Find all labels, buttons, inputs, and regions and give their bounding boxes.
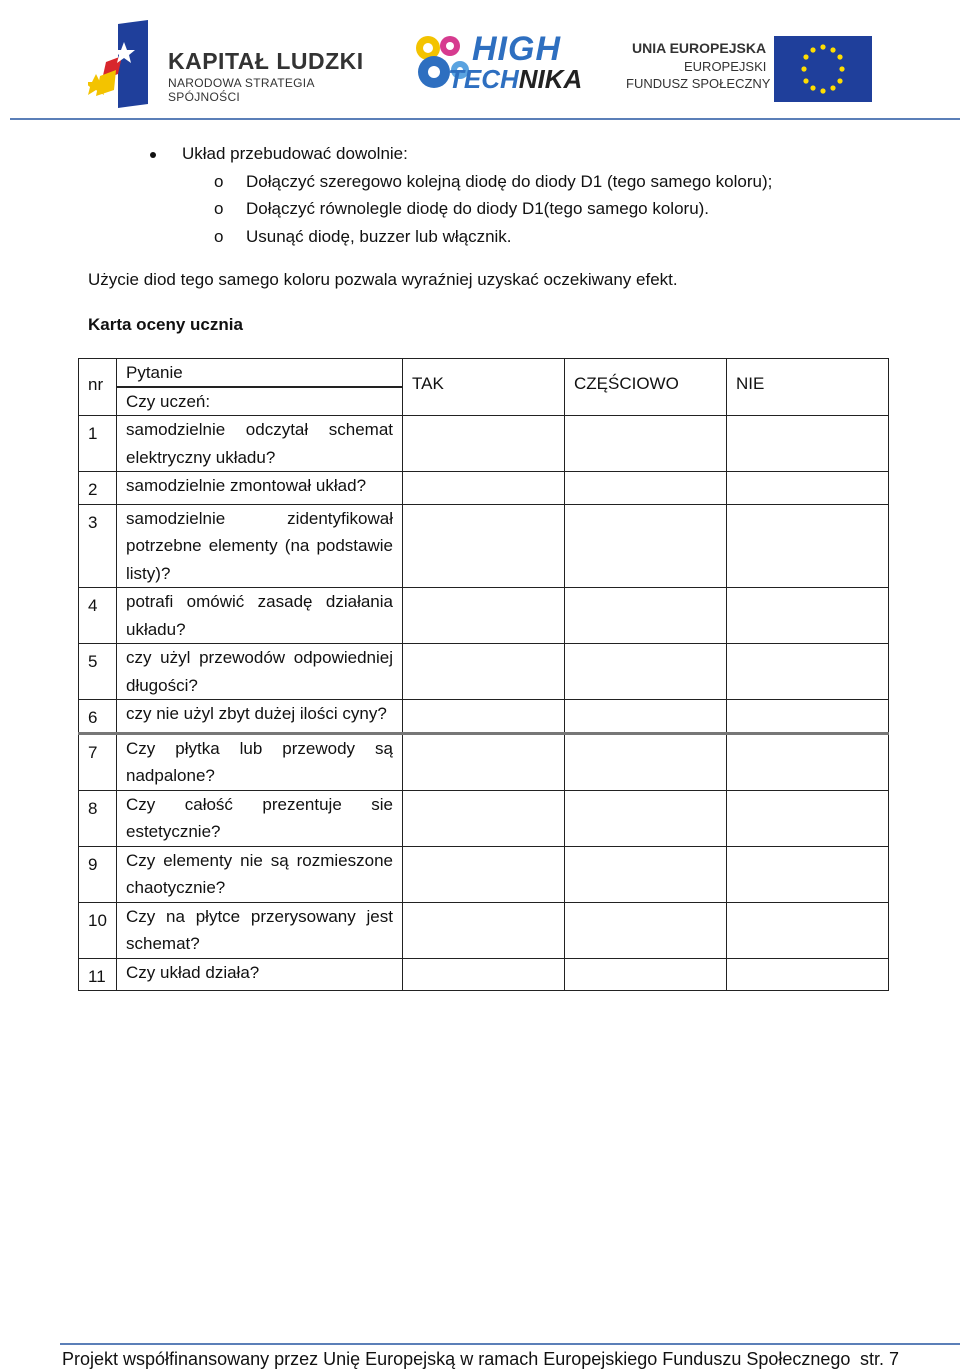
answer-no-cell[interactable] (727, 846, 889, 902)
nika-wordmark-part: NIKA (518, 64, 583, 94)
table-row (79, 472, 889, 505)
header-nr: nr (88, 375, 104, 394)
answer-partly-cell[interactable] (565, 902, 727, 958)
answer-yes-cell[interactable] (403, 472, 565, 505)
eu-subtitle: EUROPEJSKI (684, 59, 767, 74)
info-paragraph: Użycie diod tego samego koloru pozwala wyraźniej uzyskać oczekiwany efekt. (88, 270, 678, 289)
high-wordmark: HIGH (472, 30, 561, 68)
sub-item-text: Usunąć diodę, buzzer lub włącznik. (246, 227, 512, 246)
header-divider (10, 118, 960, 120)
sub-marker: o (214, 172, 224, 191)
row-question-cell (117, 472, 403, 505)
row-question: Czy na płytce przerysowany jest schemat? (126, 906, 393, 953)
answer-yes-cell[interactable] (403, 644, 565, 700)
table-row (79, 958, 889, 991)
page-header (0, 0, 960, 122)
tech-wordmark-part: TECH (448, 64, 519, 94)
header-no: NIE (736, 374, 765, 393)
row-nr: 8 (88, 798, 98, 818)
row-question-cell (117, 416, 403, 472)
answer-partly-cell[interactable] (565, 472, 727, 505)
answer-no-cell[interactable] (727, 700, 889, 734)
answer-no-cell[interactable] (727, 644, 889, 700)
answer-no-cell[interactable] (727, 902, 889, 958)
table-row (79, 644, 889, 700)
row-nr: 7 (88, 742, 98, 762)
row-question-cell (117, 790, 403, 846)
row-question: czy użyl przewodów odpowiedniej długości? (126, 648, 393, 695)
row-question-cell (117, 644, 403, 700)
eu-efs-logo (620, 34, 880, 104)
answer-partly-cell[interactable] (565, 504, 727, 588)
answer-partly-cell[interactable] (565, 700, 727, 734)
answer-partly-cell[interactable] (565, 733, 727, 790)
row-nr-cell (79, 733, 117, 790)
row-question: Czy płytka lub przewody są nadpalone? (126, 738, 393, 785)
answer-no-cell[interactable] (727, 504, 889, 588)
row-question-cell (117, 958, 403, 991)
row-nr-cell (79, 416, 117, 472)
header-yes: TAK (412, 374, 444, 393)
bullet-dot-icon (150, 152, 156, 158)
table-row (79, 588, 889, 644)
answer-partly-cell[interactable] (565, 416, 727, 472)
row-question: Czy całość prezentuje sie estetycznie? (126, 794, 393, 841)
row-nr-cell (79, 700, 117, 734)
row-nr: 11 (88, 966, 106, 986)
sub-item-text: Dołączyć szeregowo kolejną diodę do diody D1 (tego samego koloru); (246, 172, 773, 191)
row-question: samodzielnie odczytał schemat elektryczny układu? (126, 420, 393, 467)
row-nr-cell (79, 472, 117, 505)
sub-marker: o (214, 227, 224, 246)
row-nr: 1 (88, 424, 98, 443)
footer-text: Projekt współfinansowany przez Unię Europejską w ramach Europejskiego Funduszu Społecznego (62, 1349, 851, 1369)
answer-partly-cell[interactable] (565, 588, 727, 644)
tech-wordmark (448, 64, 582, 95)
answer-yes-cell[interactable] (403, 790, 565, 846)
row-nr: 3 (88, 512, 98, 532)
answer-yes-cell[interactable] (403, 416, 565, 472)
eu-flag-icon (774, 36, 872, 102)
answer-no-cell[interactable] (727, 958, 889, 991)
row-nr-cell (79, 588, 117, 644)
page-number: str. 7 (860, 1349, 900, 1369)
table-row (79, 416, 889, 472)
answer-partly-cell[interactable] (565, 790, 727, 846)
eu-fund-name: FUNDUSZ SPOŁECZNY (626, 76, 771, 91)
header-question-sub: Czy uczeń: (126, 392, 211, 411)
table-row (79, 790, 889, 846)
row-question: czy nie użyl zbyt dużej ilości cyny? (126, 704, 387, 723)
high-technika-logo (410, 30, 600, 100)
footer-divider (60, 1343, 960, 1345)
table-row (79, 700, 889, 734)
answer-yes-cell[interactable] (403, 846, 565, 902)
table-header-row (79, 359, 889, 416)
row-question: potrafi omówić zasadę działania układu? (126, 592, 393, 639)
answer-yes-cell[interactable] (403, 733, 565, 790)
row-nr-cell (79, 504, 117, 588)
table-row (79, 902, 889, 958)
row-nr-cell (79, 644, 117, 700)
row-question-cell (117, 700, 403, 734)
row-nr: 4 (88, 596, 98, 615)
row-nr: 6 (88, 708, 98, 727)
answer-partly-cell[interactable] (565, 846, 727, 902)
row-nr: 10 (88, 910, 107, 930)
row-question-cell (117, 846, 403, 902)
answer-no-cell[interactable] (727, 416, 889, 472)
row-question-cell (117, 504, 403, 588)
answer-yes-cell[interactable] (403, 958, 565, 991)
bullet-text: Układ przebudować dowolnie: (182, 144, 408, 163)
answer-no-cell[interactable] (727, 790, 889, 846)
answer-yes-cell[interactable] (403, 588, 565, 644)
row-question: Czy elementy nie są rozmieszone chaotycznie? (126, 850, 393, 897)
kapital-ludzki-subtitle: NARODOWA STRATEGIA SPÓJNOŚCI (168, 76, 315, 104)
answer-yes-cell[interactable] (403, 700, 565, 734)
answer-no-cell[interactable] (727, 733, 889, 790)
row-nr-cell (79, 902, 117, 958)
header-nr-cell (79, 359, 117, 416)
eu-title: UNIA EUROPEJSKA (632, 40, 767, 56)
kapital-ludzki-title: KAPITAŁ LUDZKI (168, 48, 364, 74)
header-partly: CZĘŚCIOWO (574, 374, 679, 393)
kapital-ludzki-logo (88, 18, 378, 110)
header-question-cell (117, 359, 403, 416)
sub-item-text: Dołączyć równolegle diodę do diody D1(tego samego koloru). (246, 199, 710, 218)
row-nr-cell (79, 846, 117, 902)
answer-yes-cell[interactable] (403, 504, 565, 588)
kapital-ludzki-emblem-icon (88, 18, 158, 108)
answer-partly-cell[interactable] (565, 644, 727, 700)
answer-partly-cell[interactable] (565, 958, 727, 991)
sub-marker: o (214, 199, 224, 218)
row-question: samodzielnie zidentyfikował potrzebne elementy (na podstawie listy)? (126, 508, 393, 583)
row-question-cell (117, 902, 403, 958)
row-question: samodzielnie zmontował układ? (126, 476, 367, 495)
row-question-cell (117, 733, 403, 790)
row-nr-cell (79, 958, 117, 991)
row-nr: 5 (88, 652, 98, 671)
section-heading: Karta oceny ucznia (88, 315, 243, 334)
header-no-cell (727, 359, 889, 416)
row-nr: 9 (88, 854, 98, 874)
assessment-table (78, 358, 889, 991)
answer-yes-cell[interactable] (403, 902, 565, 958)
header-partly-cell (565, 359, 727, 416)
table-row (79, 733, 889, 790)
row-question-cell (117, 588, 403, 644)
header-question: Pytanie (117, 359, 402, 388)
row-nr: 2 (88, 480, 98, 499)
header-yes-cell (403, 359, 565, 416)
table-row (79, 846, 889, 902)
answer-no-cell[interactable] (727, 472, 889, 505)
table-row (79, 504, 889, 588)
row-nr-cell (79, 790, 117, 846)
answer-no-cell[interactable] (727, 588, 889, 644)
row-question: Czy układ działa? (126, 962, 260, 982)
